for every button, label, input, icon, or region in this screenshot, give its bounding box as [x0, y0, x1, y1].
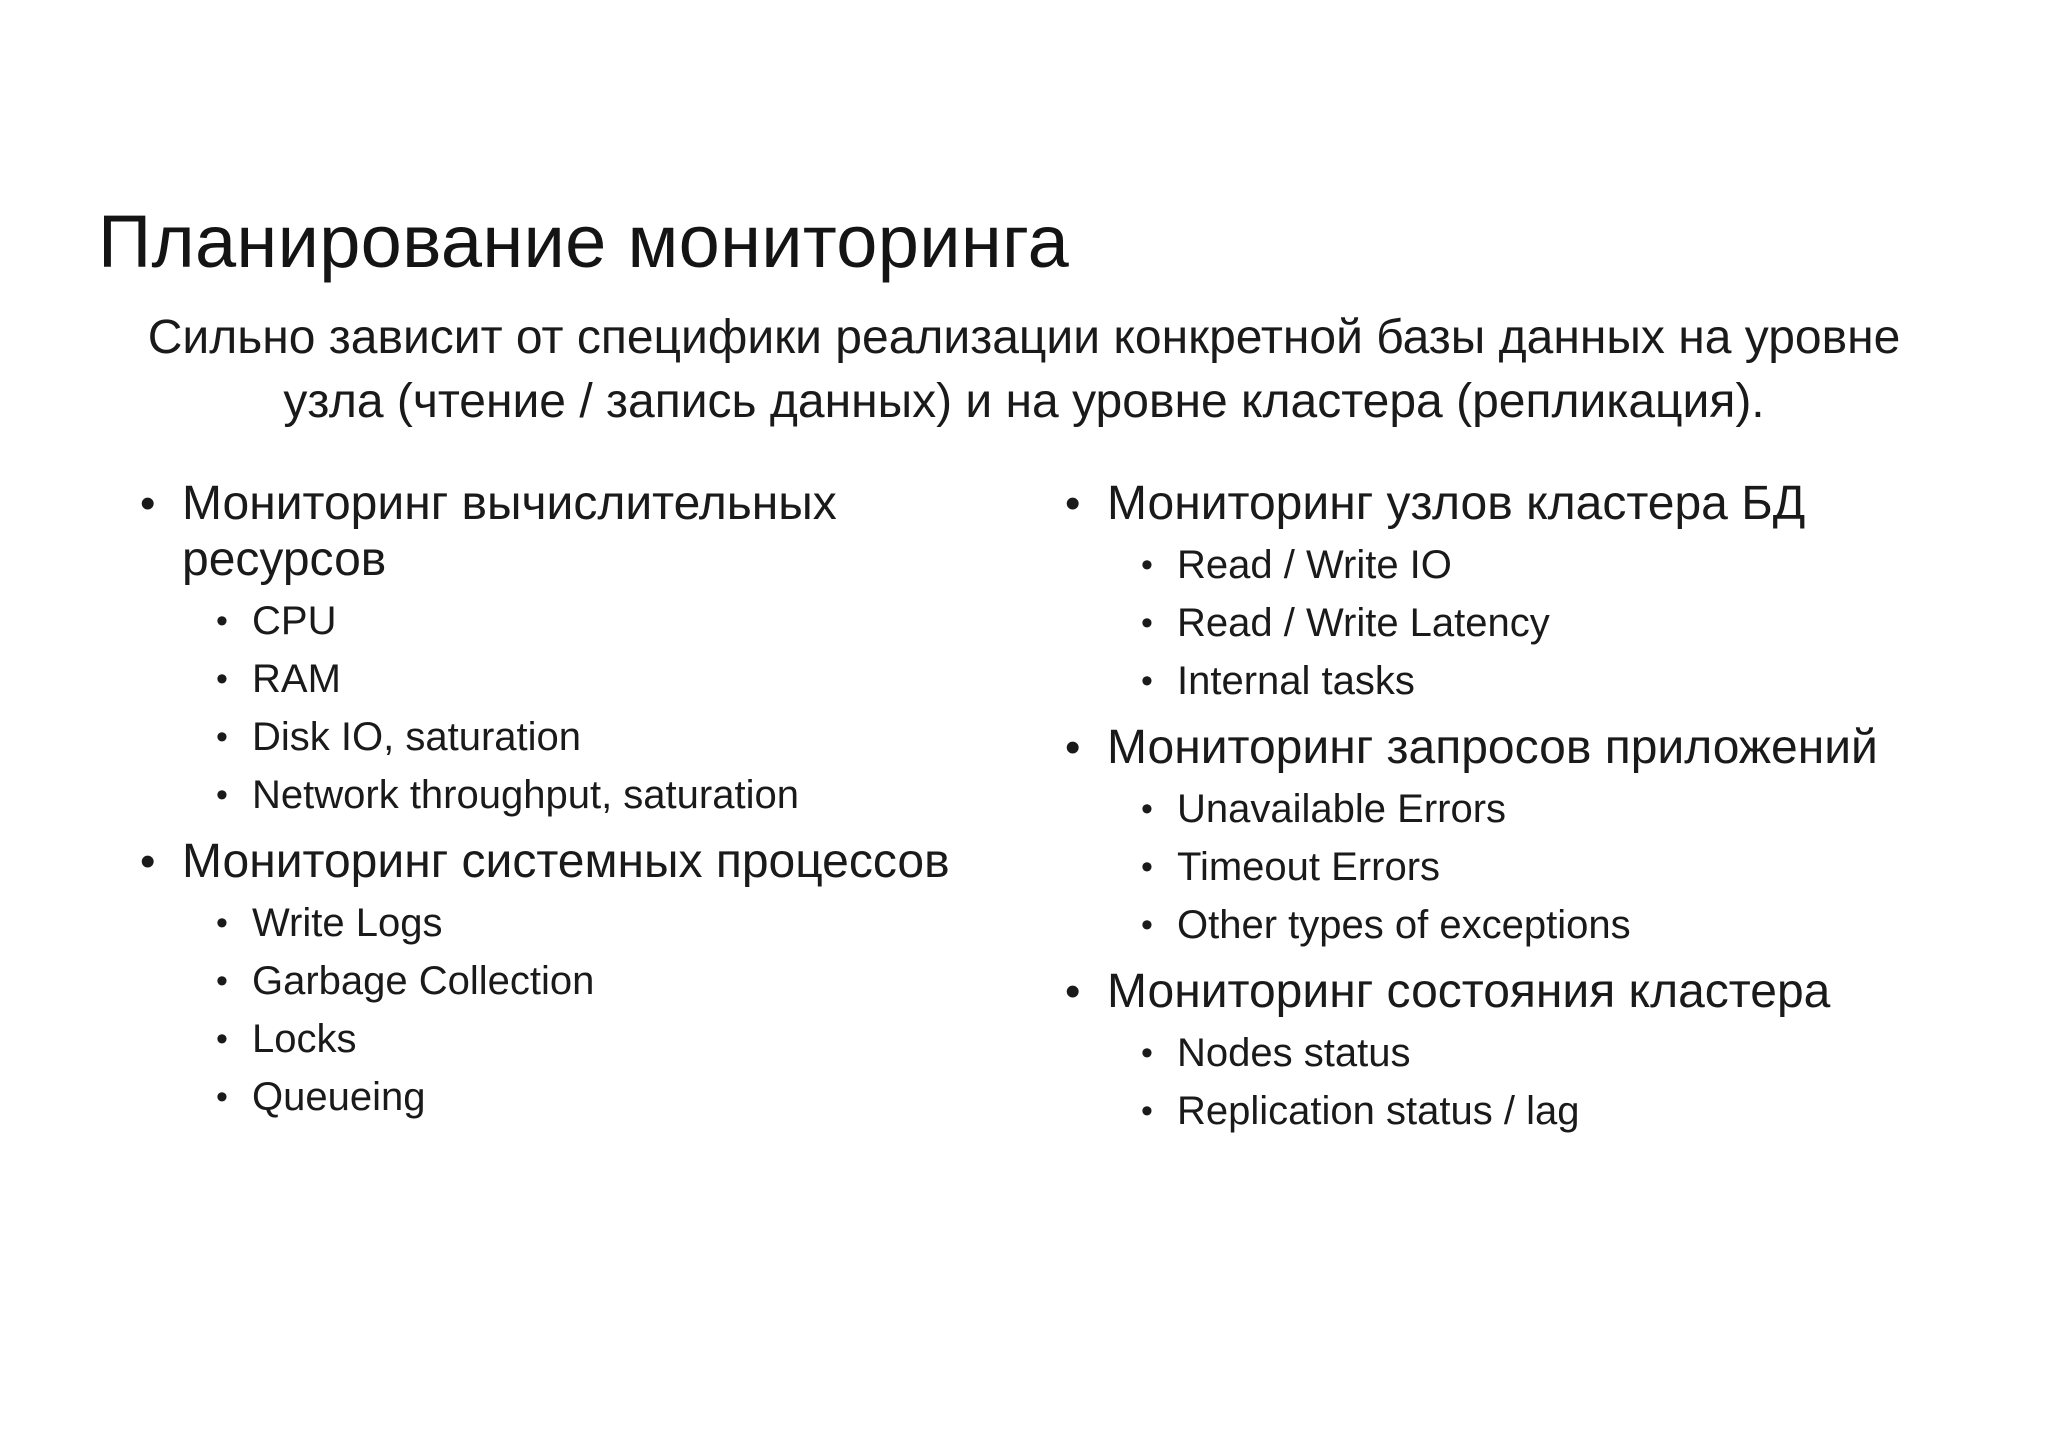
sub-bullet-item: • Other types of exceptions [1141, 896, 1985, 954]
bullet-heading: • Мониторинг запросов приложений [1107, 721, 1878, 774]
sub-bullet-item: • Locks [216, 1010, 1040, 1068]
sub-bullet-item: • Internal tasks [1141, 652, 1985, 710]
slide-title: Планирование мониторинга [98, 200, 1070, 283]
sub-bullet-item: • Network throughput, saturation [216, 766, 1040, 824]
sub-bullet-list [1107, 1024, 1985, 1140]
slide-subtitle: Сильно зависит от специфики реализации конкретной базы данных на уровне узла (чтение / запись данных) и на уровне кластера (репликация). [147, 311, 1901, 428]
bullet-cluster-nodes [1065, 476, 1985, 710]
bullet-system-processes [140, 834, 1040, 1126]
bullet-heading: • Мониторинг системных процессов [182, 835, 950, 888]
sub-bullet-list [182, 894, 1040, 1126]
bullet-heading: • Мониторинг вычислительных ресурсов [182, 477, 837, 586]
sub-bullet-item: • Garbage Collection [216, 952, 1040, 1010]
right-column [1065, 476, 1985, 1150]
sub-bullet-item: • Read / Write Latency [1141, 594, 1985, 652]
bullet-cluster-state [1065, 964, 1985, 1140]
sub-bullet-item: • RAM [216, 650, 1040, 708]
sub-bullet-item: • Nodes status [1141, 1024, 1985, 1082]
sub-bullet-item: • Queueing [216, 1068, 1040, 1126]
bullet-heading: • Мониторинг узлов кластера БД [1107, 477, 1806, 530]
sub-bullet-item: • Write Logs [216, 894, 1040, 952]
sub-bullet-item: • Read / Write IO [1141, 536, 1985, 594]
sub-bullet-item: • Disk IO, saturation [216, 708, 1040, 766]
bullet-heading: • Мониторинг состояния кластера [1107, 965, 1831, 1018]
sub-bullet-list [1107, 536, 1985, 710]
bullet-compute-resources [140, 476, 1040, 824]
sub-bullet-item: • Unavailable Errors [1141, 780, 1985, 838]
sub-bullet-item: • CPU [216, 592, 1040, 650]
right-bullet-list [1065, 476, 1985, 1140]
sub-bullet-item: • Replication status / lag [1141, 1082, 1985, 1140]
sub-bullet-list [1107, 780, 1985, 954]
left-bullet-list [140, 476, 1040, 1126]
left-column [140, 476, 1040, 1136]
bullet-app-requests [1065, 720, 1985, 954]
sub-bullet-list [182, 592, 1040, 824]
sub-bullet-item: • Timeout Errors [1141, 838, 1985, 896]
